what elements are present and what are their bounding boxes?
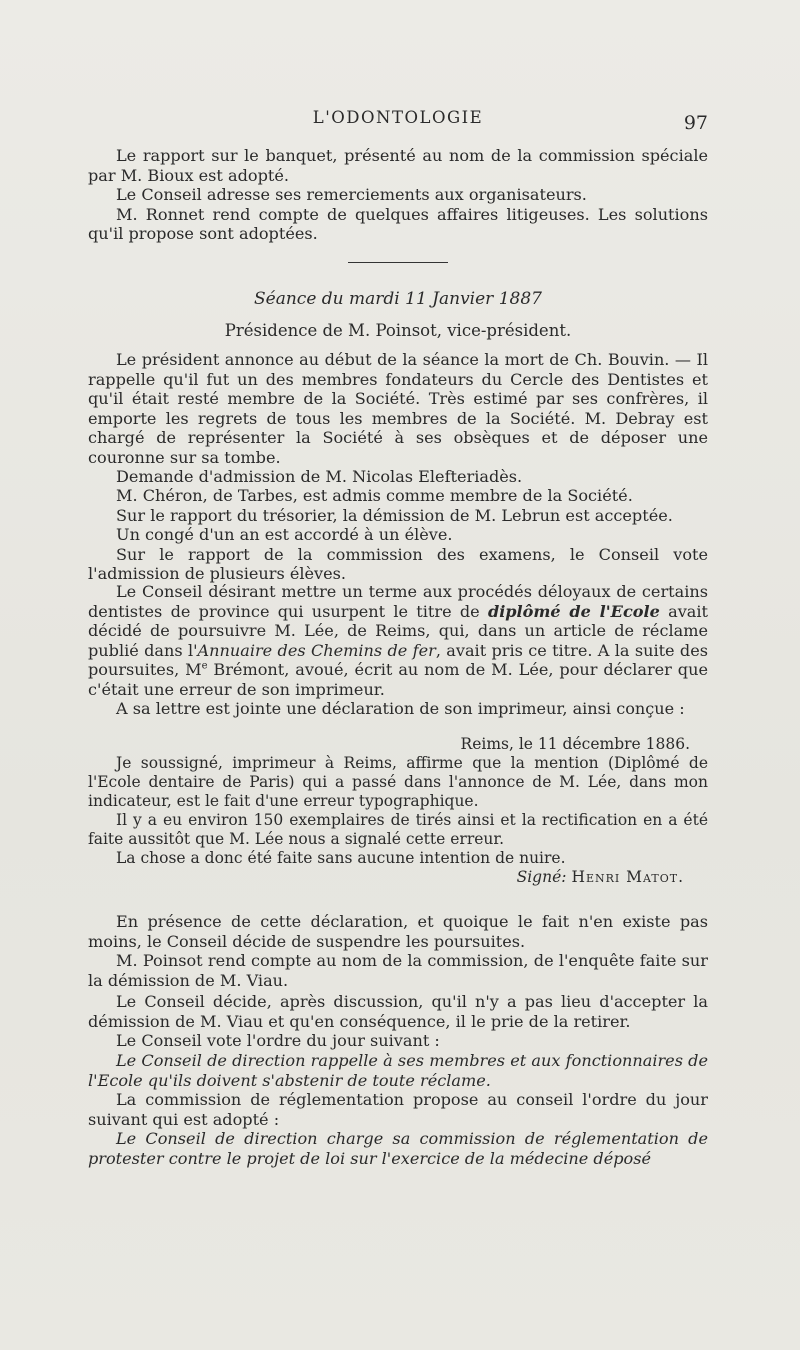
- page-number: 97: [683, 112, 708, 134]
- publication-title: Annuaire des Chemins de fer: [197, 640, 436, 660]
- running-head: L'ODONTOLOGIE: [312, 108, 484, 127]
- printer-declaration: [88, 735, 708, 887]
- section-divider: [348, 262, 448, 263]
- session-title: Séance du mardi 11 Janvier 1887: [254, 289, 542, 309]
- letter-paragraph-1: Je soussigné, imprimeur à Reims, affirme que la mention (Diplômé de l'Ecole dentaire de Paris) qui a passé dans l'annonce de M. Lée, dans mon indicateur, est le fait d'une erreur typographique.: [88, 754, 708, 810]
- paragraph-admission-request: Demande d'admission de M. Nicolas Elefteriadès.: [116, 467, 523, 486]
- letter-signature: Signé: Henri Matot.: [516, 868, 684, 886]
- paragraph-viau-decision: Le Conseil décide, après discussion, qu'il n'y a pas lieu d'accepter la démission de M. Viau et qu'en conséquence, il le prie de la retirer.: [88, 992, 708, 1031]
- paragraph-leave: Un congé d'un an est accordé à un élève.: [116, 525, 453, 544]
- letter-paragraph-2: Il y a eu environ 150 exemplaires de tirés ainsi et la rectification en a été faite aussitôt que M. Lée nous a signalé cette erreur.: [88, 811, 708, 848]
- paragraph-order-of-day: Le Conseil vote l'ordre du jour suivant :: [116, 1031, 440, 1050]
- paragraph-printer-letter-intro: A sa lettre est jointe une déclaration de son imprimeur, ainsi conçue :: [116, 699, 685, 718]
- resolution-medicine-bill: Le Conseil de direction charge sa commission de réglementation de protester contre le projet de loi sur l'exercice de la médecine déposé: [88, 1129, 708, 1168]
- letter-dateline: Reims, le 11 décembre 1886.: [460, 735, 690, 753]
- presidency-line: Présidence de M. Poinsot, vice-président.: [224, 321, 572, 340]
- paragraph-admission-cheron: M. Chéron, de Tarbes, est admis comme membre de la Société.: [116, 486, 633, 505]
- page-header: [88, 108, 708, 132]
- paragraph-banquet-report: Le rapport sur le banquet, présenté au nom de la commission spéciale par M. Bioux est adopté.: [88, 146, 708, 185]
- resolution-advertising: Le Conseil de direction rappelle à ses membres et aux fonctionnaires de l'Ecole qu'ils doivent s'abstenir de toute réclame.: [88, 1051, 708, 1090]
- paragraph-obituary: Le président annonce au début de la séance la mort de Ch. Bouvin. — Il rappelle qu'il fut un des membres fondateurs du Cercle des Dentistes et qu'il était resté membre de la Société. Très estimé par ses confrères, il emporte les regrets de tous les membres de la Société. M. Debray est chargé de représenter la Société à ses obsèques et de déposer une couronne sur sa tombe.: [88, 350, 708, 467]
- paragraph-suspension: En présence de cette déclaration, et quoique le fait n'en existe pas moins, le Conseil décide de suspendre les poursuites.: [88, 912, 708, 951]
- paragraph-viau-inquiry: M. Poinsot rend compte au nom de la commission, de l'enquête faite sur la démission de M. Viau.: [88, 951, 708, 990]
- letter-paragraph-3: La chose a donc été faite sans aucune intention de nuire.: [116, 849, 566, 867]
- paragraph-regulation-commission: La commission de réglementation propose au conseil l'ordre du jour suivant qui est adopté :: [88, 1090, 708, 1129]
- paragraph-thanks: Le Conseil adresse ses remerciements aux organisateurs.: [116, 185, 587, 204]
- diploma-title: diplômé de l'Ecole: [487, 601, 660, 621]
- paragraph-exams: Sur le rapport de la commission des examens, le Conseil vote l'admission de plusieurs élèves.: [88, 544, 708, 583]
- paragraph-resignation-lebrun: Sur le rapport du trésorier, la démission de M. Lebrun est acceptée.: [116, 505, 673, 525]
- paragraph-litigation: M. Ronnet rend compte de quelques affaires litigeuses. Les solutions qu'il propose sont adoptées.: [88, 204, 708, 243]
- paragraph-lee-case: Le Conseil désirant mettre un terme aux procédés déloyaux de certains dentistes de province qui usurpent le titre de diplômé de l'Ecole avait décidé de poursuivre M. Lée, de Reims, qui, dans un article de réclame publié dans l'Annuaire des Chemins de fer, avait pris ce titre. A la suite des poursuites, Me Brémont, avoué, écrit au nom de M. Lée, pour déclarer que c'était une erreur de son imprimeur.: [88, 582, 708, 699]
